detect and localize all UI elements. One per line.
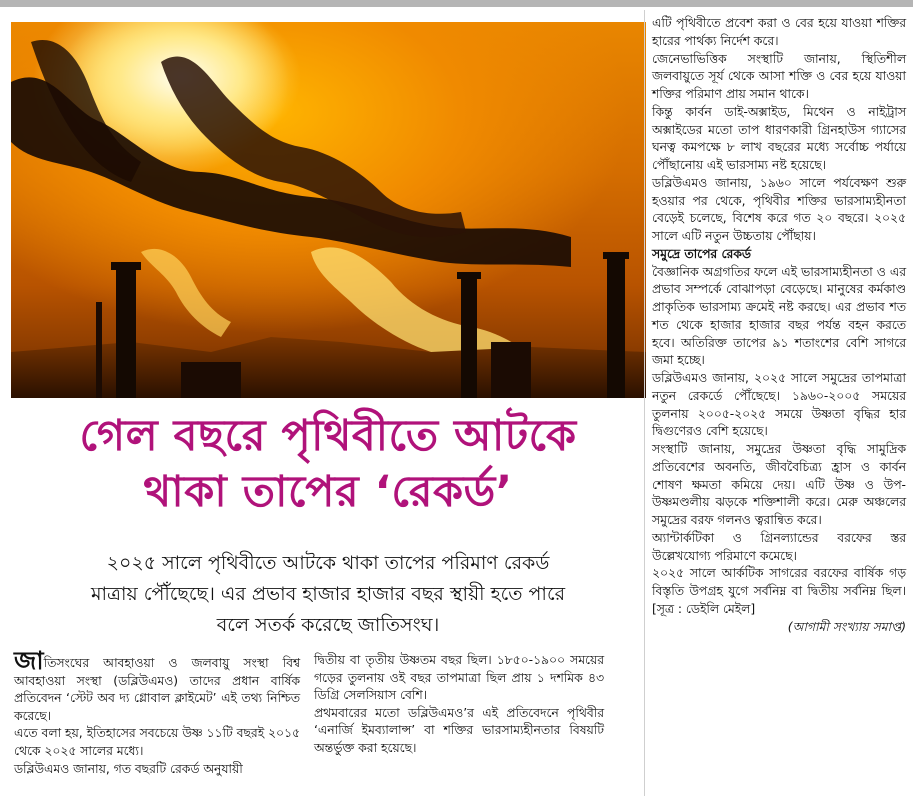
continued-note: (আগামী সংখ্যায় সমাপ্ত) [787,619,906,634]
paragraph: সংস্থাটি জানায়, সমুদ্রের উষ্ণতা বৃদ্ধি সামুদ্রিক প্রতিবেশের অবনতি, জীববৈচিত্র্য হ্রাস ও কার্বন শোষণ ক্ষমতা কমিয়ে দেয়। এটি উষ্ণ ও উপ-উষ্ণমণ্ডলীয় ঝড়কে শক্তিশালী করে। মেরু অঞ্চলের সমুদ্রের বরফ গলনও ত্বরান্বিত করে। [652,442,906,527]
top-rule [0,0,913,7]
paragraph: প্রথমবারের মতো ডব্লিউএমও’র এই প্রতিবেদনে পৃথিবীর ‘এনার্জি ইমব্যালান্স’ বা শক্তির ভারসাম্যহীনতার বিষয়টি অন্তর্ভুক্ত করা হয়েছে। [314,705,604,755]
headline-line-2: থাকা তাপের ‘রেকর্ড’ [143,467,513,517]
smoke-illustration [11,22,646,398]
paragraph: অ্যান্টার্কটিকা ও গ্রিনল্যান্ডের বরফের স্তর উল্লেখযোগ্য পরিমাণে কমেছে। [652,530,906,563]
headline-line-1: গেল বছরে পৃথিবীতে আটকে [79,411,577,461]
paragraph-text: তিসংঘের আবহাওয়া ও জলবায়ু সংস্থা বিশ্ব আবহাওয়া সংস্থা (ডব্লিউএমও) তাদের প্রধান বার্ষিক প্রতিবেদন ‘স্টেট অব দ্য গ্লোবাল ক্লাইমেট’ এই তথ্য নিশ্চিত করেছে। [14,656,300,723]
paragraph [14,646,300,725]
deck-summary [20,548,636,641]
paragraph [652,565,906,618]
headline [18,408,638,520]
paragraph: এটি পৃথিবীতে প্রবেশ করা ও বের হয়ে যাওয়া শক্তির হারের পার্থক্য নির্দেশ করে। [652,16,906,48]
paragraph: বৈজ্ঞানিক অগ্রগতির ফলে এই ভারসাম্যহীনতা ও এর প্রভাব সম্পর্কে বোঝাপড়া বেড়েছে। মানুষের কর্মকাণ্ড প্রাকৃতিক ভারসাম্য ক্রমেই নষ্ট করছে। এর প্রভাব শত শত থেকে হাজার হাজার বছর পর্যন্ত বহন করতে হবে। অতিরিক্ত তাপের ৯১ শতাংশের বেশি সাগরে জমা হচ্ছে। [652,264,906,368]
paragraph: এতে বলা হয়, ইতিহাসের সবচেয়ে উষ্ণ ১১টি বছরই ২০১৫ থেকে ২০২৫ সালের মধ্যে। [14,726,300,758]
paragraph: জেনেভাভিত্তিক সংস্থাটি জানায়, স্থিতিশীল জলবায়ুতে সূর্য থেকে আসা শক্তি ও বের হয়ে যাওয়া শক্তির পরিমাণ প্রায় সমান থাকে। [652,51,906,101]
source-note: [সূত্র : ডেইলি মেইল] [652,601,756,616]
article-column-3 [652,15,906,636]
deck-line-2: মাত্রায় পৌঁছেছে। এর প্রভাব হাজার হাজার বছর স্থায়ী হতে পারে [90,583,566,605]
paragraph: ডব্লিউএমও জানায়, ১৯৬০ সালে পর্যবেক্ষণ শুরু হওয়ার পর থেকে, পৃথিবীর শক্তির ভারসাম্যহীনতা বেড়েই চলেছে, বিশেষ করে গত ২০ বছরে। ২০২৫ সালে এটি নতুন উচ্চতায় পৌঁছায়। [652,175,906,243]
paragraph: দ্বিতীয় বা তৃতীয় উষ্ণতম বছর ছিল। ১৮৫০-১৯০০ সময়ের গড়ের তুলনায় ওই বছর তাপমাত্রা ছিল প্রায় ১ দশমিক ৪৩ ডিগ্রি সেলসিয়াস বেশি। [314,653,604,703]
paragraph-text: ২০২৫ সালে আর্কটিক সাগরের বরফের বার্ষিক গড় বিস্তৃতি উপগ্রহ যুগে সর্বনিম্ন বা দ্বিতীয় সর্বনিম্ন ছিল। [652,566,906,598]
subheading: সমুদ্রে তাপের রেকর্ড [652,246,751,261]
article-column-2 [314,652,604,758]
deck-line-1: ২০২৫ সালে পৃথিবীতে আটকে থাকা তাপের পরিমাণ রেকর্ড [106,552,550,574]
smokestacks-photo [11,22,646,398]
column-divider [644,10,645,796]
deck-line-3: বলে সতর্ক করেছে জাতিসংঘ। [216,614,440,636]
paragraph: ডব্লিউএমও জানায়, ২০২৫ সালে সমুদ্রের তাপমাত্রা নতুন রেকর্ডে পৌঁছেছে। ১৯৬০-২০০৫ সময়ের তুলনায় ২০০৫-২০২৫ সময়ে উষ্ণতা বৃদ্ধির হার দ্বিগুণেরও বেশি হয়েছে। [652,371,906,439]
paragraph: কিন্তু কার্বন ডাই-অক্সাইড, মিথেন ও নাইট্রাস অক্সাইডের মতো তাপ ধারণকারী গ্রিনহাউস গ্যাসের ঘনত্ব কমপক্ষে ৮ লাখ বছরের মধ্যে সর্বোচ্চ পর্যায়ে পৌঁছানোয় এই ভারসাম্য নষ্ট হয়েছে। [652,104,906,172]
article-column-1 [14,646,300,778]
drop-cap: জা [14,646,44,675]
paragraph: ডব্লিউএমও জানায়, গত বছরটি রেকর্ড অনুযায়ী [14,761,243,776]
